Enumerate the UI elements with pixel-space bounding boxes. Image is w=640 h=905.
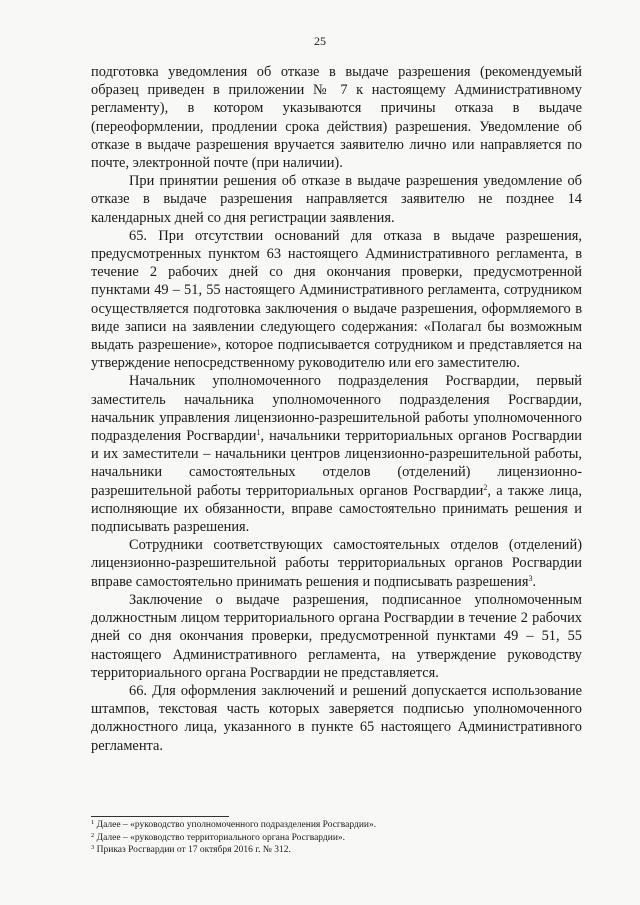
paragraph-65-conclusion: 65. При отсутствии оснований для отказа в выдаче разрешения, предусмотренных пунктом 63 настоящего Административного регламента, в течение 2 рабочих дней со дня окончания проверки, предусмотренной пунктами 49 – 51, 55 настоящего Административного регламента, сотрудником осуществляется подготовка заключения о выдаче разрешения, оформляемого в виде записи на заявлении следующего содержания: «Полагал бы возможным выдать разрешение», которое подписывается сотрудником и представляется на утверждение непосредственному руководителю или его заместителю. xyxy=(91,227,582,372)
heads-text-part-3: , а также лица, исполняющие их обязанности, вправе самостоятельно принимать решения и подписывать разрешения. xyxy=(91,482,582,536)
footnote-1 xyxy=(91,819,582,832)
footnote-text: Далее – «руководство уполномоченного подразделения Росгвардии». xyxy=(96,820,377,830)
paragraph-notification-preparation: подготовка уведомления об отказе в выдаче разрешения (рекомендуемый образец приведен в приложении № 7 к настоящему Административному регламенту), в котором указываются причины отказа в выдаче (переоформлении, продлении срока действия) разрешения. Уведомление об отказе в выдаче разрешения вручается заявителю лично или направляется по почте, электронной почте (при наличии). xyxy=(91,64,582,172)
paragraph-departments-authority xyxy=(91,536,582,591)
paragraph-heads-authority xyxy=(91,372,582,536)
footnote-text: Приказ Росгвардии от 17 октября 2016 г. № 312. xyxy=(96,845,291,855)
departments-text: Сотрудники соответствующих самостоятельных отделов (отделений) лицензионно-разрешительной работы территориальных органов Росгвардии вправе самостоятельно принимать решения и подписывать разрешения xyxy=(91,537,582,590)
footnote-mark: 2 xyxy=(91,831,95,839)
footnote-text: Далее – «руководство территориального органа Росгвардии». xyxy=(96,832,346,843)
footnote-mark: 3 xyxy=(91,844,95,851)
footnote-mark: 1 xyxy=(91,819,95,826)
paragraph-66-stamps: 66. Для оформления заключений и решений допускается использование штампов, текстовая часть которых заверяется подписью уполномоченного должностного лица, указанного в пункте 65 настоящего Административного регламента. xyxy=(91,682,582,754)
page-number: 25 xyxy=(314,34,326,48)
document-body xyxy=(91,63,582,755)
heads-text-part-1: Начальник уполномоченного подразделения Росгвардии, первый заместитель начальника уполномоченного подразделения Росгвардии, начальник управления лицензионно-разрешительной работы уполномоченного подразделения Росгвардии xyxy=(91,373,582,445)
footnote-2 xyxy=(91,832,582,845)
footnote-divider xyxy=(91,816,229,817)
footnote-ref-2: 2 xyxy=(483,482,488,492)
heads-text-part-2: , начальники территориальных органов Росгвардии и их заместители – начальники центров лицензионно-разрешительной работы, начальники самостоятельных отделов (отделений) лицензионно-разрешительной работы территориальных органов Росгвардии xyxy=(91,428,582,499)
footnote-ref-1: 1 xyxy=(256,428,261,438)
footnote-3 xyxy=(91,844,582,857)
paragraph-refusal-notification: При принятии решения об отказе в выдаче разрешения уведомление об отказе в выдаче разрешения направляется заявителю не позднее 14 календарных дней со дня регистрации заявления. xyxy=(91,173,582,226)
paragraph-conclusion-signed: Заключение о выдаче разрешения, подписанное уполномоченным должностным лицом территориального органа Росгвардии в течение 2 рабочих дней со дня окончания проверки, предусмотренной пунктами 49 – 51, 55 настоящего Административного регламента, на утверждение руководству территориального органа Росгвардии не представляется. xyxy=(91,591,582,681)
departments-text-end: . xyxy=(532,573,537,590)
footnote-ref-3: 3 xyxy=(528,573,533,583)
footnotes xyxy=(91,816,582,857)
